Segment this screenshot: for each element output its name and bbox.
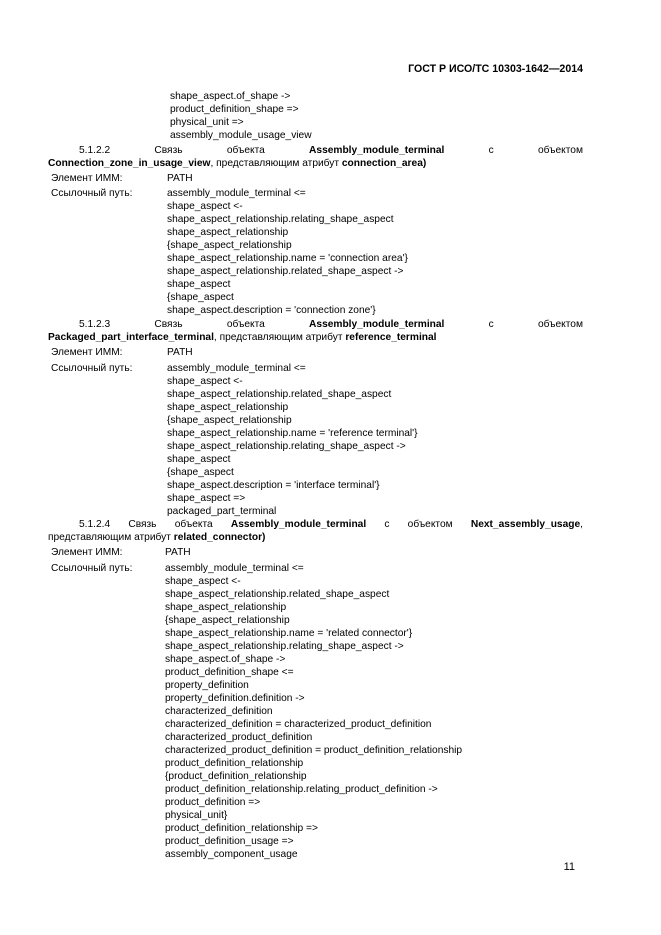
caption-comma: , (580, 519, 583, 530)
path-line: property_definition (165, 680, 249, 691)
caption-word: с (488, 145, 494, 156)
path-line: assembly_module_terminal <= (165, 563, 304, 574)
caption-word: объектом (537, 319, 583, 330)
caption-word: Связь (154, 319, 183, 330)
path-line: {shape_aspect (167, 292, 234, 303)
path-line: packaged_part_terminal (167, 506, 277, 517)
path-line: shape_aspect_relationship.related_shape_aspect (165, 589, 390, 600)
document-header: ГОСТ Р ИСО/ТС 10303-1642—2014 (408, 63, 583, 75)
caption-word: с (384, 519, 390, 530)
entity-name: Assembly_module_terminal (309, 319, 445, 330)
attribute-name: connection_area) (341, 158, 427, 169)
path-line: {product_definition_relationship (165, 771, 307, 782)
path-line: shape_aspect.description = 'connection zone'} (167, 305, 376, 316)
caption-text: представляющим атрибут (48, 532, 174, 543)
path-line: shape_aspect.of_shape -> (165, 654, 286, 665)
path-line: shape_aspect (167, 279, 231, 290)
caption-word: Связь (154, 145, 183, 156)
reference-path (167, 362, 418, 518)
path-line: physical_unit} (165, 810, 228, 821)
reference-path-label: Ссылочный путь: (51, 188, 133, 199)
section-5-1-2-3-caption (79, 318, 583, 331)
caption-word: объектом (537, 145, 583, 156)
reference-path (167, 187, 408, 317)
imm-value: PATH (165, 547, 191, 558)
path-line: characterized_definition (165, 706, 273, 717)
path-line: characterized_definition = characterized_product_definition (165, 719, 432, 730)
reference-path-label: Ссылочный путь: (51, 363, 133, 374)
entity-name: Assembly_module_terminal (309, 145, 445, 156)
continuation-path-lines (170, 90, 312, 142)
attribute-name: reference_terminal (345, 332, 437, 343)
page-number: 11 (563, 861, 575, 873)
path-line: characterized_product_definition (165, 732, 313, 743)
caption-word: объекта (174, 519, 213, 530)
path-line: shape_aspect_relationship.name = 'reference terminal'} (167, 428, 418, 439)
caption-text: , представляющим атрибут (210, 158, 342, 169)
path-line: shape_aspect <- (167, 376, 243, 387)
target-entity: Packaged_part_interface_terminal (48, 332, 214, 343)
section-5-1-2-3-caption-line2 (48, 331, 437, 344)
section-5-1-2-2-caption (79, 144, 583, 157)
section-5-1-2-4-caption-line2 (48, 531, 265, 544)
target-entity: Next_assembly_usage (470, 519, 581, 530)
caption-word: объекта (226, 319, 265, 330)
section-5-1-2-2-caption-line2 (48, 157, 426, 170)
path-line: assembly_component_usage (165, 849, 298, 860)
path-line: shape_aspect_relationship.relating_shape_aspect -> (165, 641, 404, 652)
imm-label: Элемент ИММ: (51, 347, 123, 358)
path-line: product_definition_relationship (165, 758, 304, 769)
caption-word: объекта (226, 145, 265, 156)
path-line: shape_aspect_relationship (167, 402, 289, 413)
path-line: {shape_aspect (167, 467, 234, 478)
path-line: product_definition_shape <= (165, 667, 294, 678)
path-line: assembly_module_usage_view (170, 130, 312, 141)
path-line: physical_unit => (170, 117, 244, 128)
path-line: shape_aspect => (167, 493, 246, 504)
path-line: shape_aspect <- (167, 201, 243, 212)
path-line: shape_aspect_relationship (167, 227, 289, 238)
entity-name: Assembly_module_terminal (230, 519, 367, 530)
path-line: shape_aspect_relationship.name = 'related connector'} (165, 628, 413, 639)
section-number: 5.1.2.4 (79, 519, 111, 530)
target-entity-group (471, 518, 583, 531)
caption-text: , представляющим атрибут (213, 332, 346, 343)
path-line: shape_aspect <- (165, 576, 241, 587)
path-line: product_definition_shape => (170, 104, 299, 115)
imm-label: Элемент ИММ: (51, 547, 123, 558)
path-line: product_definition_usage => (165, 836, 294, 847)
caption-word: объектом (407, 519, 453, 530)
path-line: assembly_module_terminal <= (167, 363, 306, 374)
path-line: shape_aspect_relationship.related_shape_aspect -> (167, 266, 404, 277)
path-line: shape_aspect_relationship.relating_shape_aspect (167, 214, 394, 225)
path-line: shape_aspect.of_shape -> (170, 91, 291, 102)
path-line: shape_aspect_relationship.related_shape_aspect (167, 389, 392, 400)
section-number: 5.1.2.3 (79, 319, 111, 330)
path-line: {shape_aspect_relationship (167, 240, 292, 251)
reference-path-label: Ссылочный путь: (51, 563, 133, 574)
path-line: product_definition => (165, 797, 261, 808)
path-line: shape_aspect_relationship (165, 602, 287, 613)
caption-word: Связь (128, 519, 157, 530)
path-line: {shape_aspect_relationship (165, 615, 290, 626)
attribute-name: related_connector) (173, 532, 266, 543)
path-line: shape_aspect (167, 454, 231, 465)
imm-value: PATH (167, 173, 193, 184)
imm-label: Элемент ИММ: (51, 173, 123, 184)
path-line: property_definition.definition -> (165, 693, 305, 704)
path-line: shape_aspect_relationship.name = 'connection area'} (167, 253, 408, 264)
path-line: shape_aspect.description = 'interface terminal'} (167, 480, 380, 491)
path-line: product_definition_relationship => (165, 823, 318, 834)
path-line: assembly_module_terminal <= (167, 188, 306, 199)
section-number: 5.1.2.2 (79, 145, 111, 156)
caption-word: с (488, 319, 494, 330)
reference-path (165, 562, 462, 861)
path-line: shape_aspect_relationship.relating_shape_aspect -> (167, 441, 406, 452)
target-entity: Connection_zone_in_usage_view (48, 158, 211, 169)
path-line: product_definition_relationship.relating_product_definition -> (165, 784, 438, 795)
path-line: characterized_product_definition = product_definition_relationship (165, 745, 463, 756)
section-5-1-2-4-caption (79, 518, 583, 531)
path-line: {shape_aspect_relationship (167, 415, 292, 426)
imm-value: PATH (167, 347, 193, 358)
